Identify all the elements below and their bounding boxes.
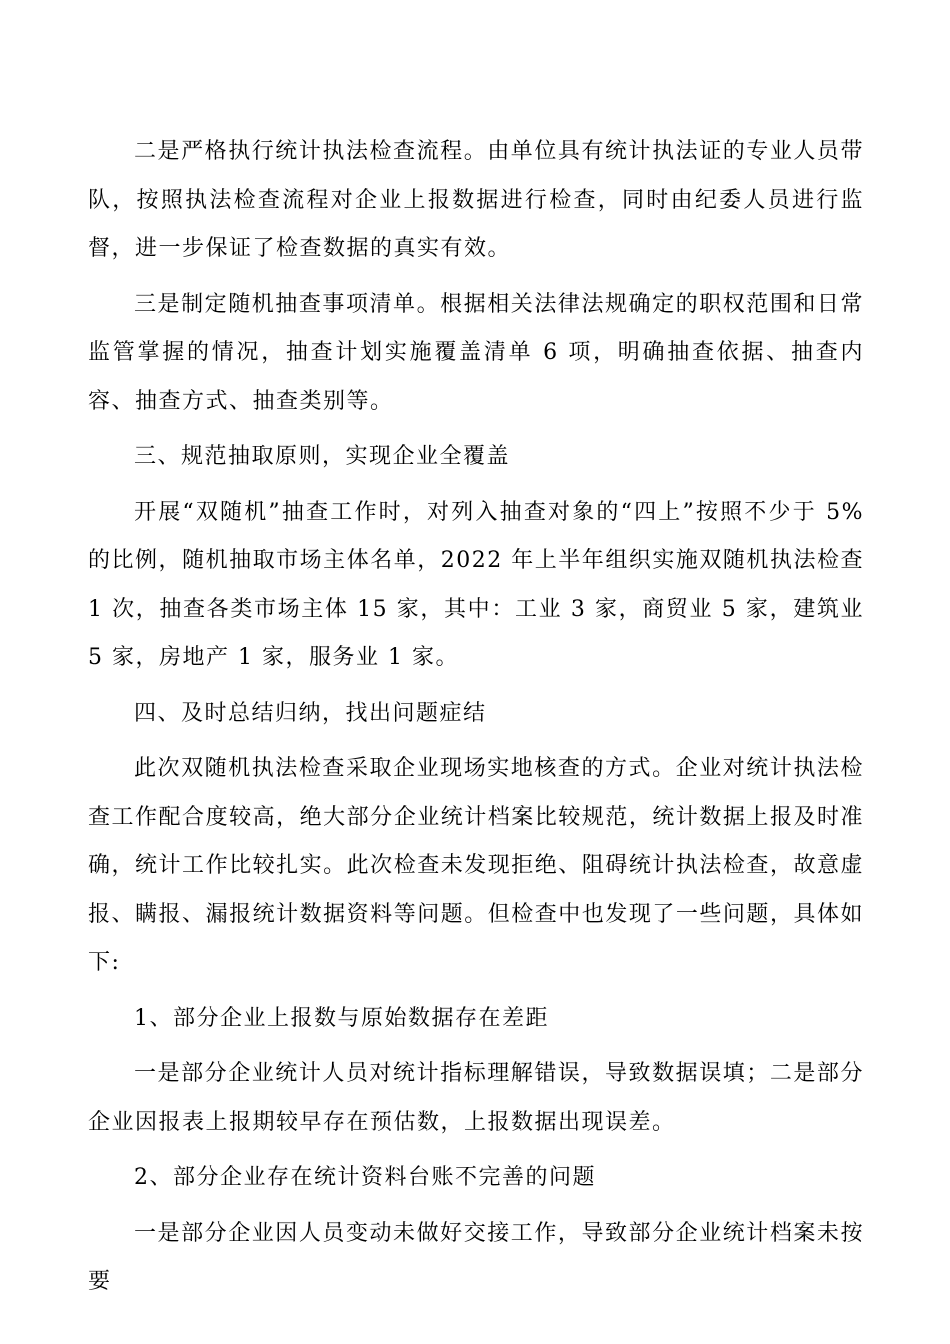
paragraph-strict-inspection-process: 二是严格执行统计执法检查流程。由单位具有统计执法证的专业人员带队，按照执法检查流程对企业上报数据进行检查，同时由纪委人员进行监督，进一步保证了检查数据的真实有效。 <box>88 139 864 261</box>
paragraph-double-random-sampling: 开展“双随机”抽查工作时，对列入抽查对象的“四上”按照不少于 5%的比例，随机抽取市场主体名单，2022 年上半年组织实施双随机执法检查 1 次，抽查各类市场主体 15 家，其中：工业 3 家，商贸业 5 家，建筑业 5 家，房地产 1 家，服务业 1 家。 <box>88 499 864 670</box>
section-heading-4: 四、及时总结归纳，找出问题症结 <box>134 700 487 726</box>
subheading-2: 2、部分企业存在统计资料台账不完善的问题 <box>134 1165 596 1190</box>
section-heading-3: 三、规范抽取原则，实现企业全覆盖 <box>134 444 511 469</box>
paragraph-data-discrepancy: 一是部分企业统计人员对统计指标理解错误，导致数据误填；二是部分企业因报表上报期较早存在预估数，上报数据出现误差。 <box>88 1061 864 1135</box>
document-body <box>88 128 864 1314</box>
paragraph-inspection-findings: 此次双随机执法检查采取企业现场实地核查的方式。企业对统计执法检查工作配合度较高，绝大部分企业统计档案比较规范，统计数据上报及时准确，统计工作比较扎实。此次检查未发现拒绝、阻碍统计执法检查，故意虚报、瞒报、漏报统计数据资料等问题。但检查中也发现了一些问题，具体如下: <box>88 756 864 975</box>
paragraph-random-check-list: 三是制定随机抽查事项清单。根据相关法律法规确定的职权范围和日常监管掌握的情况，抽查计划实施覆盖清单 6 项，明确抽查依据、抽查内容、抽查方式、抽查类别等。 <box>88 291 864 414</box>
paragraph-incomplete-records: 一是部分企业因人员变动未做好交接工作，导致部分企业统计档案未按要 <box>88 1220 864 1294</box>
subheading-1: 1、部分企业上报数与原始数据存在差距 <box>134 1005 549 1031</box>
